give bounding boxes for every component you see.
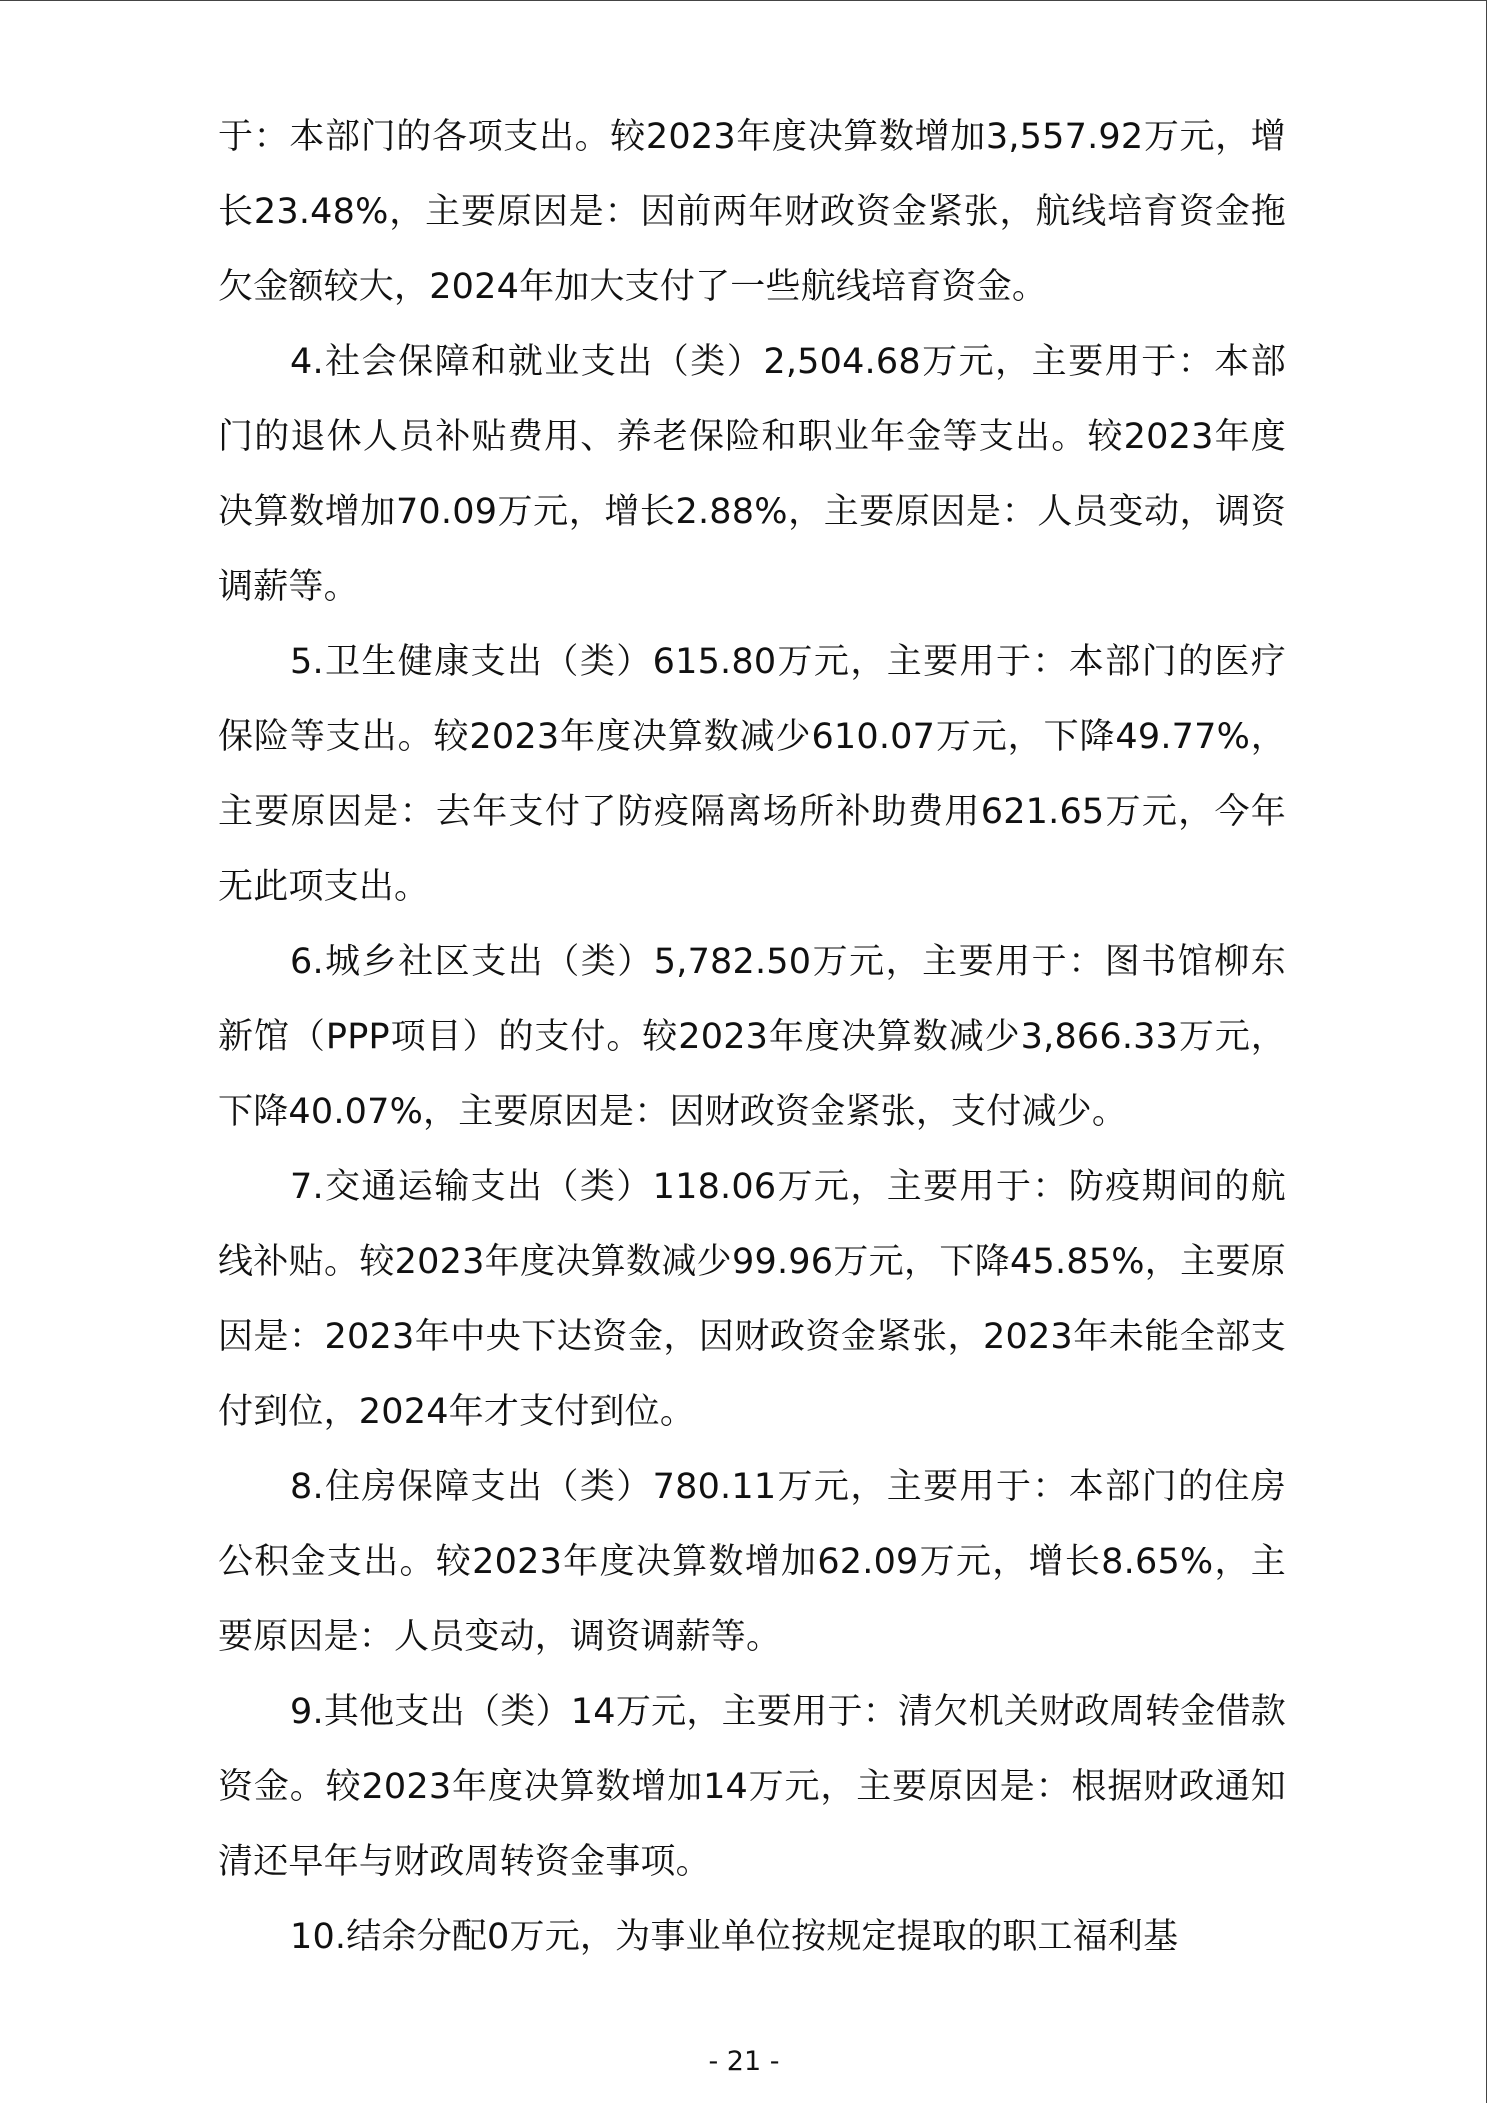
- paragraph-other: 9.其他支出（类）14万元，主要用于：清欠机关财政周转金借款资金。较2023年度决算数增加14万元，主要原因是：根据财政通知清还早年与财政周转资金事项。: [218, 1692, 1286, 1882]
- paragraph-surplus: 10.结余分配0万元，为事业单位按规定提取的职工福利基: [290, 1917, 1179, 1957]
- paragraph-health: 5.卫生健康支出（类）615.80万元，主要用于：本部门的医疗保险等支出。较2023年度决算数减少610.07万元，下降49.77%，主要原因是：去年支付了防疫隔离场所补助费用621.65万元，今年无此项支出。: [218, 642, 1286, 907]
- paragraph-housing: 8.住房保障支出（类）780.11万元，主要用于：本部门的住房公积金支出。较2023年度决算数增加62.09万元，增长8.65%，主要原因是：人员变动，调资调薪等。: [218, 1467, 1286, 1657]
- paragraph-transport: 7.交通运输支出（类）118.06万元，主要用于：防疫期间的航线补贴。较2023年度决算数减少99.96万元，下降45.85%，主要原因是：2023年中央下达资金，因财政资金紧张，2023年未能全部支付到位，2024年才支付到位。: [218, 1167, 1286, 1432]
- page-number: - 21 -: [708, 2046, 780, 2077]
- paragraph-urban-rural: 6.城乡社区支出（类）5,782.50万元，主要用于：图书馆柳东新馆（PPP项目）的支付。较2023年度决算数减少3,866.33万元，下降40.07%，主要原因是：因财政资金紧张，支付减少。: [218, 942, 1286, 1132]
- document-body: [218, 100, 1286, 1975]
- paragraph-continuation: 于：本部门的各项支出。较2023年度决算数增加3,557.92万元，增长23.48%，主要原因是：因前两年财政资金紧张，航线培育资金拖欠金额较大，2024年加大支付了一些航线培育资金。: [218, 117, 1286, 307]
- paragraph-social-security: 4.社会保障和就业支出（类）2,504.68万元，主要用于：本部门的退休人员补贴费用、养老保险和职业年金等支出。较2023年度决算数增加70.09万元，增长2.88%，主要原因是：人员变动，调资调薪等。: [218, 342, 1286, 607]
